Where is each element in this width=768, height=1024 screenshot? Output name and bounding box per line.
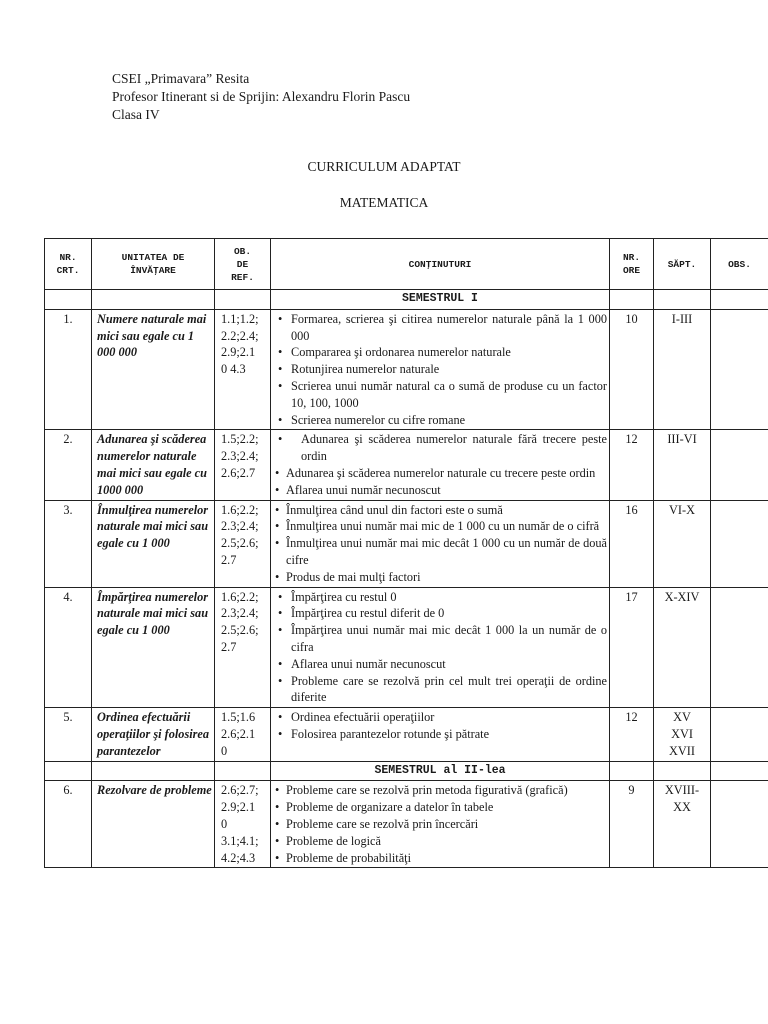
ref-objectives: 1.6;2.2; 2.3;2.4; 2.5;2.6; 2.7 [215, 587, 271, 708]
table-row [45, 587, 768, 708]
semester-row [45, 290, 768, 310]
observations [711, 430, 768, 500]
class-label: Clasa IV [112, 107, 160, 122]
unit-name: Înmulţirea numerelor naturale mai mici sau egale cu 1 000 [92, 500, 215, 587]
list-item: • Formarea, scrierea şi citirea numerelor naturale până la 1 000 000 [273, 311, 607, 345]
weeks: III-VI [654, 430, 711, 500]
list-item: • Probleme care se rezolvă prin metoda figurativă (grafică) [273, 782, 607, 799]
ref-objectives: 2.6;2.7; 2.9;2.1 0 3.1;4.1; 4.2;4.3 [215, 781, 271, 868]
list-item: • Folosirea parantezelor rotunde şi pătrate [273, 726, 607, 743]
document-title: CURRICULUM ADAPTAT [307, 159, 461, 174]
list-item: • Înmulţirea când unul din factori este o sumă [273, 502, 607, 519]
list-item: • Probleme de probabilităţi [273, 850, 607, 867]
semester-1-label: SEMESTRUL I [271, 290, 610, 310]
table-row [45, 309, 768, 430]
content-cell [271, 781, 610, 868]
document-header [112, 70, 410, 124]
weeks: VI-X [654, 500, 711, 587]
table-row [45, 708, 768, 761]
col-header-nr: NR. CRT. [45, 239, 92, 290]
content-cell [271, 309, 610, 430]
unit-name: Ordinea efectuării operaţiilor şi folosirea parantezelor [92, 708, 215, 761]
hours: 16 [610, 500, 654, 587]
hours: 10 [610, 309, 654, 430]
list-item: • Probleme de logică [273, 833, 607, 850]
subject-title: MATEMATICA [339, 195, 429, 210]
list-item: • Probleme care se rezolvă prin încercări [273, 816, 607, 833]
content-cell [271, 587, 610, 708]
teacher-name: Profesor Itinerant si de Sprijin: Alexandru Florin Pascu [112, 89, 411, 104]
row-number: 3. [45, 500, 92, 587]
list-item: • Scrierea numerelor cu cifre romane [273, 412, 607, 429]
unit-name: Rezolvare de probleme [92, 781, 215, 868]
list-item: • Adunarea şi scăderea numerelor naturale cu trecere peste ordin [273, 465, 607, 482]
list-item: • Produs de mai mulţi factori [273, 569, 607, 586]
content-cell [271, 500, 610, 587]
list-item: • Înmulţirea unui număr mai mic de 1 000 cu un număr de o cifră [273, 518, 607, 535]
list-item: • Împărţirea cu restul diferit de 0 [273, 605, 607, 622]
list-item: • Aflarea unui număr necunoscut [273, 482, 607, 499]
list-item: • Înmulţirea unui număr mai mic decât 1 000 cu un număr de două cifre [273, 535, 607, 569]
ref-objectives: 1.5;2.2; 2.3;2.4; 2.6;2.7 [215, 430, 271, 500]
ref-objectives: 1.6;2.2; 2.3;2.4; 2.5;2.6; 2.7 [215, 500, 271, 587]
table-row [45, 500, 768, 587]
list-item: • Scrierea unui număr natural ca o sumă de produse cu un factor 10, 100, 1000 [273, 378, 607, 412]
row-number: 1. [45, 309, 92, 430]
ref-objectives: 1.1;1.2; 2.2;2.4; 2.9;2.1 0 4.3 [215, 309, 271, 430]
unit-name: Numere naturale mai mici sau egale cu 1 000 000 [92, 309, 215, 430]
school-name: CSEI „Primavara” Resita [112, 71, 250, 86]
weeks: I-III [654, 309, 711, 430]
row-number: 6. [45, 781, 92, 868]
observations [711, 587, 768, 708]
col-header-sapt: SĂPT. [654, 239, 711, 290]
observations [711, 781, 768, 868]
list-item: • Ordinea efectuării operaţiilor [273, 709, 607, 726]
list-item: • Compararea şi ordonarea numerelor naturale [273, 344, 607, 361]
list-item: • Probleme de organizare a datelor în tabele [273, 799, 607, 816]
weeks: XVIII- XX [654, 781, 711, 868]
list-item: • Rotunjirea numerelor naturale [273, 361, 607, 378]
list-item: • Adunarea şi scăderea numerelor naturale fără trecere peste ordin [273, 431, 607, 465]
list-item: • Aflarea unui număr necunoscut [273, 656, 607, 673]
hours: 17 [610, 587, 654, 708]
table-row [45, 781, 768, 868]
table-header-row [45, 239, 768, 290]
list-item: • Probleme care se rezolvă prin cel mult trei operaţii de ordine diferite [273, 673, 607, 707]
content-cell [271, 430, 610, 500]
weeks: X-XIV [654, 587, 711, 708]
col-header-unit: UNITATEA DE ÎNVĂŢARE [92, 239, 215, 290]
row-number: 5. [45, 708, 92, 761]
content-cell [271, 708, 610, 761]
weeks: XV XVI XVII [654, 708, 711, 761]
observations [711, 309, 768, 430]
col-header-ore: NR. ORE [610, 239, 654, 290]
hours: 9 [610, 781, 654, 868]
observations [711, 500, 768, 587]
list-item: • Împărţirea unui număr mai mic decât 1 000 la un număr de o cifra [273, 622, 607, 656]
hours: 12 [610, 708, 654, 761]
row-number: 4. [45, 587, 92, 708]
curriculum-table [44, 238, 768, 868]
table-row [45, 430, 768, 500]
hours: 12 [610, 430, 654, 500]
col-header-content: CONŢINUTURI [271, 239, 610, 290]
semester-row [45, 761, 768, 781]
col-header-ob: OB. DE REF. [215, 239, 271, 290]
col-header-obs: OBS. [711, 239, 768, 290]
ref-objectives: 1.5;1.6 2.6;2.1 0 [215, 708, 271, 761]
unit-name: Adunarea şi scăderea numerelor naturale mai mici sau egale cu 1000 000 [92, 430, 215, 500]
semester-2-label: SEMESTRUL al II-lea [271, 761, 610, 781]
row-number: 2. [45, 430, 92, 500]
observations [711, 708, 768, 761]
list-item: • Împărţirea cu restul 0 [273, 589, 607, 606]
unit-name: Împărţirea numerelor naturale mai mici sau egale cu 1 000 [92, 587, 215, 708]
